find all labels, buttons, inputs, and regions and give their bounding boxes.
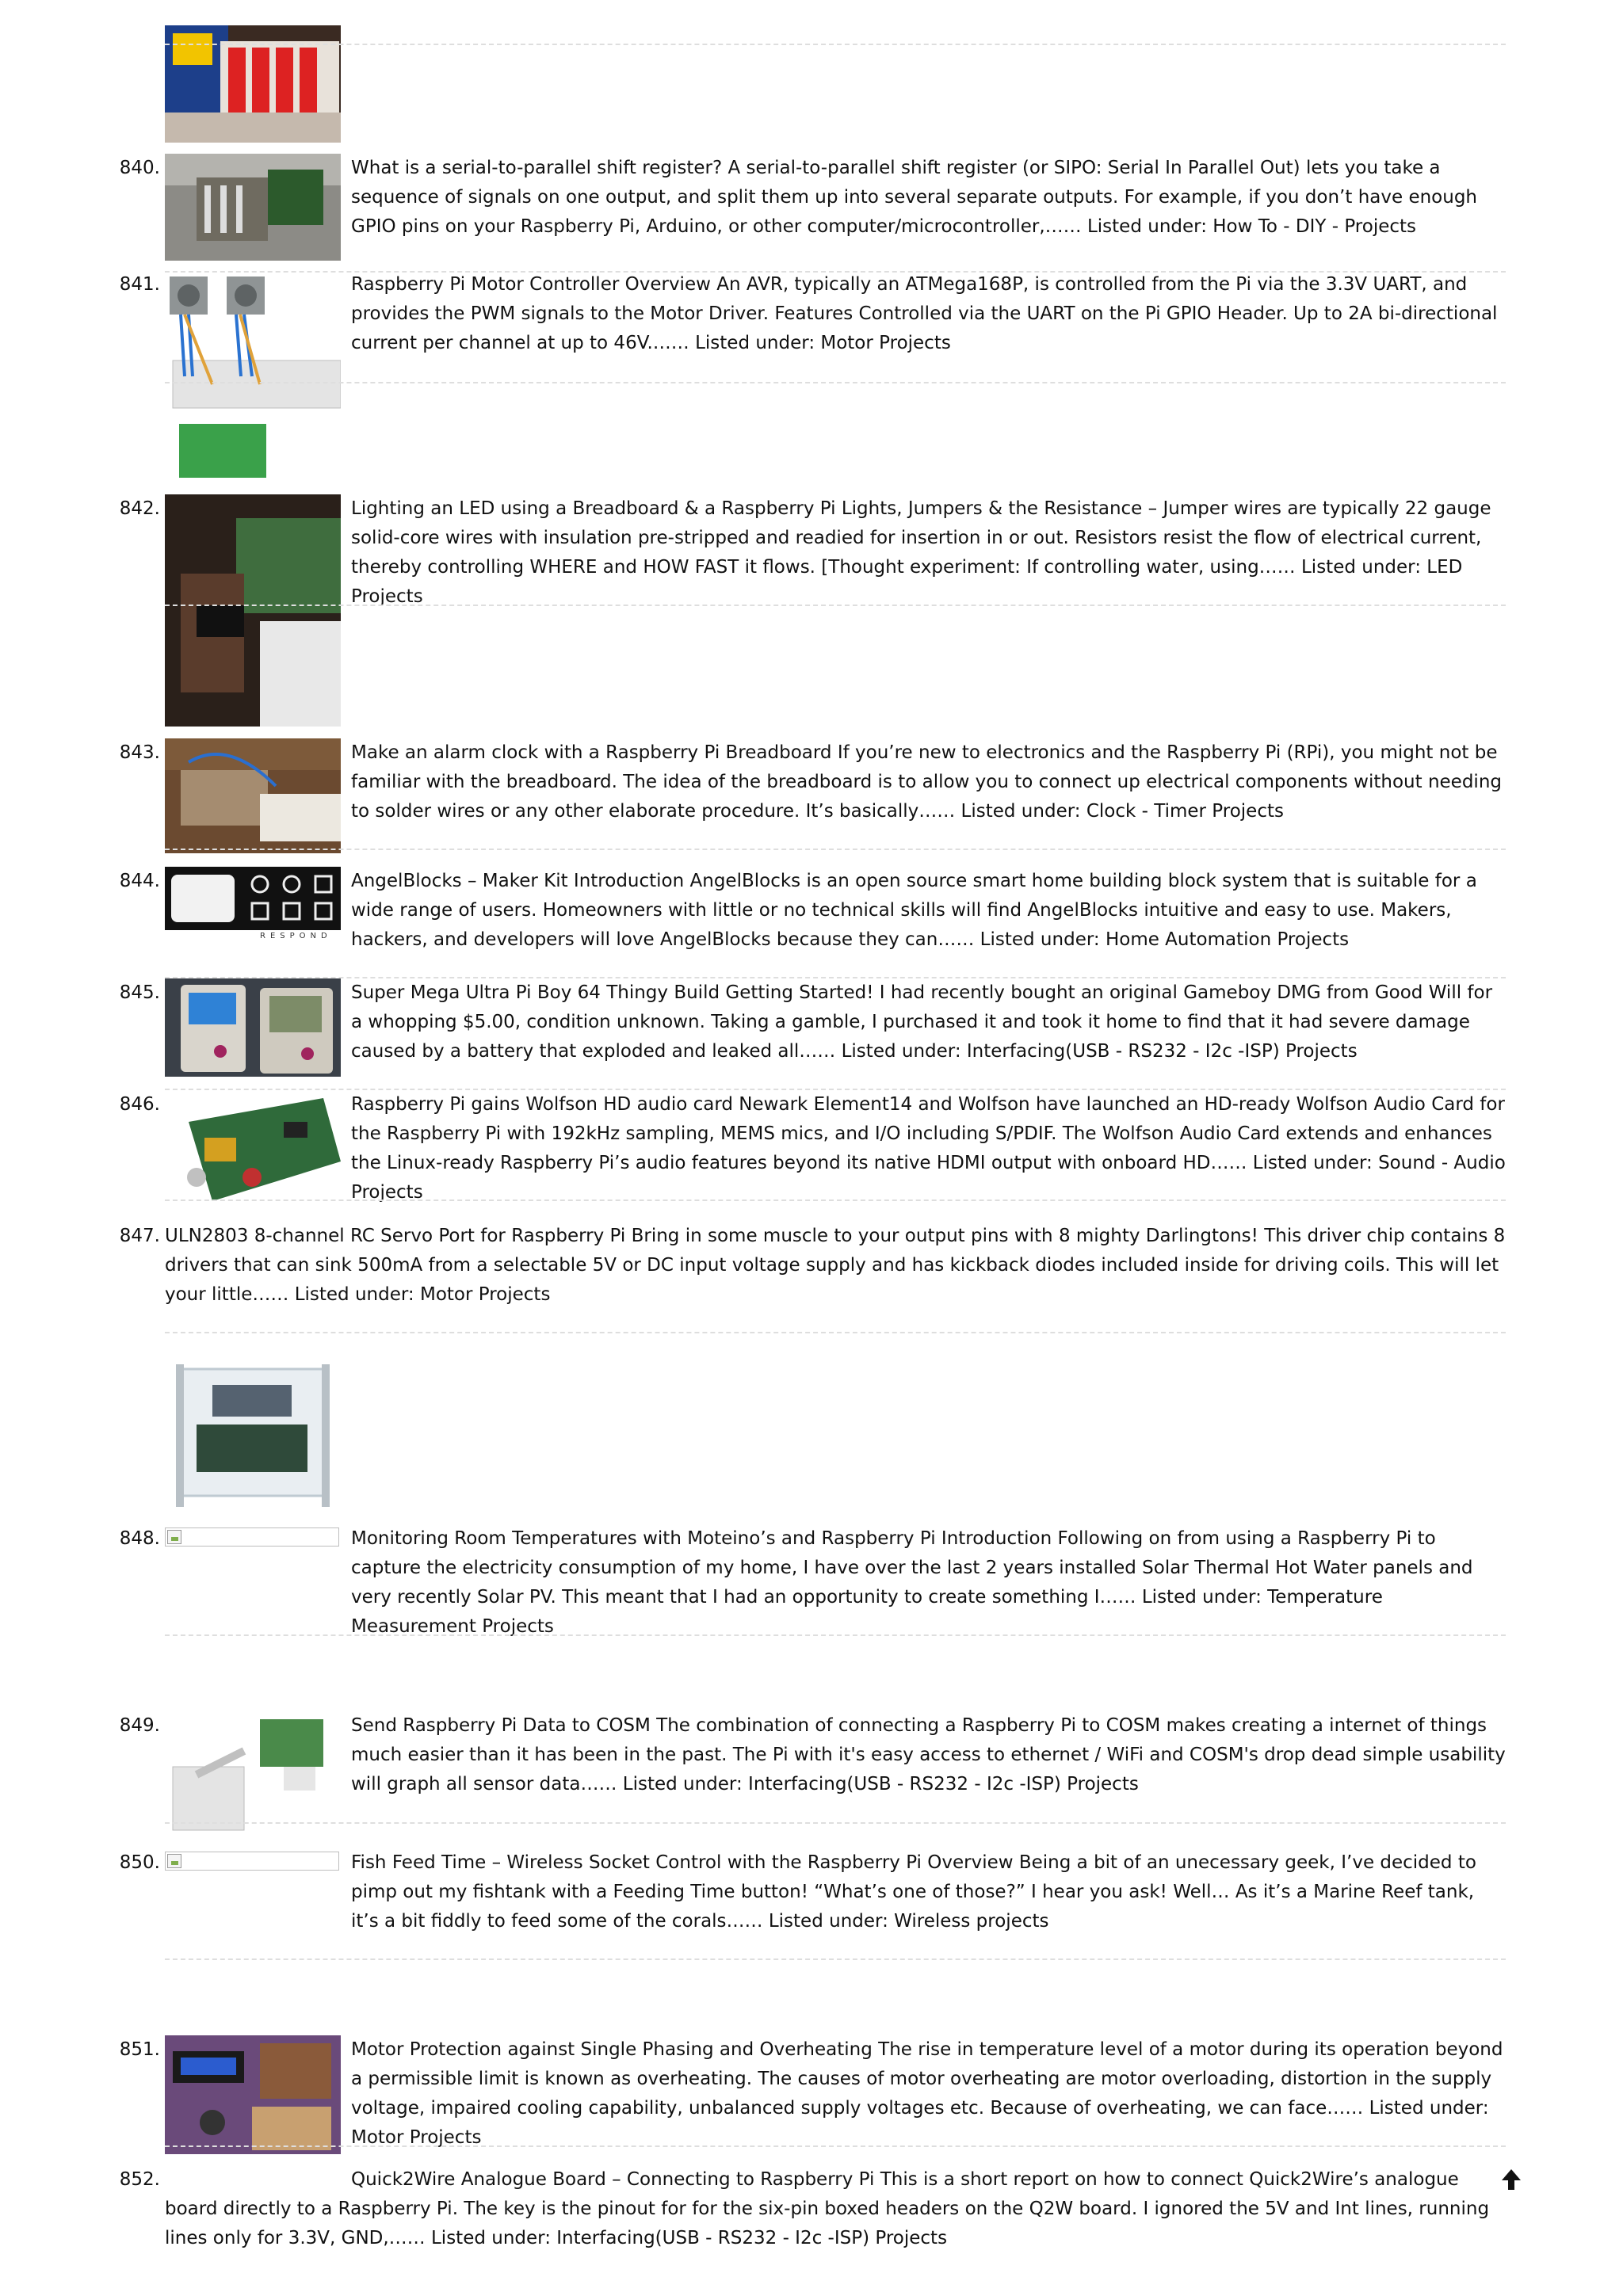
item-description[interactable]: Quick2Wire Analogue Board – Connecting to Raspberry Pi This is a short report on how to connect Quick2Wire’s analogue board directly to a Raspberry Pi. The key is the pinout for for the six-pin boxed headers on the Q2W board. I ignored the 5V and Int lines, running lines only for 3.3V, GND,…… Listed under: Interfacing(USB - RS232 - I2c -ISP) Projects [165,2169,1490,2248]
thumbnail-847[interactable] [165,1353,341,1516]
item-description[interactable]: What is a serial-to-parallel shift register? A serial-to-parallel shift register (or SIPO: Serial In Parallel Out) lets you take a sequence of signals on one output, and split them up into several separate outputs. For example, if you don’t have enough GPIO pins on your Raspberry Pi, Arduino, or other computer/microcontroller,…… Listed under: How To - DIY - Projects [351,158,1477,237]
item-number: 840. [119,158,160,178]
item-number: 846. [119,1094,160,1115]
item-description[interactable]: ULN2803 8-channel RC Servo Port for Raspberry Pi Bring in some muscle to your output pins with 8 mighty Darlingtons! This driver chip contains 8 drivers that can sink 500mA from a selectable 5V or DC input voltage supply and has kickback diodes included inside for driving coils. This will let your little…… Listed under: Motor Projects [165,1226,1506,1305]
thumbnail-841[interactable] [165,273,341,481]
item-number: 849. [119,1715,160,1736]
item-description[interactable]: Super Mega Ultra Pi Boy 64 Thingy Build Getting Started! I had recently bought an original Gameboy DMG from Good Will for a whopping $5.00, condition unknown. Taking a gamble, I purchased it and took it home to find that it had severe damage caused by a battery that exploded and leaked all…… Listed under: Interfacing(USB - RS232 - I2c -ISP) Projects [351,982,1493,1062]
item-description[interactable]: Lighting an LED using a Breadboard & a Raspberry Pi Lights, Jumpers & the Resistance – Jumper wires are typically 22 gauge solid-core wires with insulation pre-stripped and readied for insertion in or out. Resistors resist the flow of electrical current, thereby controlling WHERE and HOW FAST it flows. [Thought experiment: If controlling water, using…… Listed under: LED Projects [351,498,1491,607]
thumbnail-851[interactable] [165,2035,341,2154]
item-number: 848. [119,1528,160,1549]
logo-text: RESPOND [260,932,332,940]
item-number: 845. [119,982,160,1003]
item-number: 844. [119,871,160,891]
item-number: 842. [119,498,160,519]
item-description[interactable]: Motor Protection against Single Phasing and Overheating The rise in temperature level of a motor during its operation beyond a permissible limit is known as overheating. The causes of motor overheating are motor overloading, distortion in the supply voltage, impaired cooling capability, unbalanced supply voltages etc. Because of overheating, we can face…… Listed under: Motor Projects [351,2039,1503,2148]
item-description[interactable]: Fish Feed Time – Wireless Socket Control with the Raspberry Pi Overview Being a bit of an unecessary geek, I’ve decided to pimp out my fishtank with a Feeding Time button! “What’s one of those?” I hear you ask! Well… As it’s a Marine Reef tank, it’s a bit fiddly to feed some of the corals…… Listed under: Wireless projects [351,1852,1476,1932]
item-description[interactable]: Raspberry Pi Motor Controller Overview An AVR, typically an ATMega168P, is controlled from the Pi via the 3.3V UART, and provides the PWM signals to the Motor Driver. Features Controlled via the UART on the Pi GPIO Header. Up to 2A bi-directional current per channel at up to 46V.…… Listed under: Motor Projects [351,274,1498,353]
item-number: 852. [119,2169,160,2190]
item-number: 841. [119,274,160,295]
thumbnail-844[interactable] [165,867,341,940]
item-description[interactable]: Monitoring Room Temperatures with Moteino’s and Raspberry Pi Introduction Following on from using a Raspberry Pi to capture the electricity consumption of my home, I have over the last 2 years installed Solar Thermal Hot Water panels and very recently Solar PV. This meant that I had an opportunity to create something I…… Listed under: Temperature Measurement Projects [351,1528,1473,1637]
thumbnail-840[interactable] [165,154,341,261]
thumbnail-842[interactable] [165,494,341,727]
thumbnail-849[interactable] [165,1711,341,1836]
item-description[interactable]: Raspberry Pi gains Wolfson HD audio card Newark Element14 and Wolfson have launched an HD-ready Wolfson Audio Card for the Raspberry Pi with 192kHz sampling, MEMS mics, and I/O including S/PDIF. The Wolfson Audio Card extends and enhances the Linux-ready Raspberry Pi’s audio features beyond its native HDMI output with onboard HD…… Listed under: Sound - Audio Projects [351,1094,1506,1203]
thumbnail-843[interactable] [165,738,341,853]
broken-image-icon[interactable] [165,1527,339,1547]
item-description[interactable]: AngelBlocks – Maker Kit Introduction AngelBlocks is an open source smart home building block system that is suitable for a wide range of users. Homeowners with little or no technical skills will find AngelBlocks intuitive and easy to use. Makers, hackers, and developers will love AngelBlocks because they can…… Listed under: Home Automation Projects [351,871,1477,950]
broken-image-icon[interactable] [165,1852,339,1871]
thumbnail-845[interactable] [165,978,341,1077]
thumbnail-846[interactable] [165,1090,341,1206]
item-description[interactable]: Make an alarm clock with a Raspberry Pi Breadboard If you’re new to electronics and the Raspberry Pi (RPi), you might not be familiar with the breadboard. The idea of the breadboard is to allow you to connect up electrical components without needing to solder wires or any other elaborate procedure. It’s basically…… Listed under: Clock - Timer Projects [351,742,1502,822]
item-number: 843. [119,742,160,763]
item-description[interactable]: Send Raspberry Pi Data to COSM The combination of connecting a Raspberry Pi to COSM makes creating a internet of things much easier than it has been in the past. The Pi with it's easy access to ethernet / WiFi and COSM's drop dead simple usability will graph all sensor data…… Listed under: Interfacing(USB - RS232 - I2c -ISP) Projects [351,1715,1506,1794]
item-number: 851. [119,2039,160,2060]
arrow-up-icon[interactable] [1500,2168,1522,2191]
item-number: 850. [119,1852,160,1873]
item-number: 847. [119,1226,160,1246]
